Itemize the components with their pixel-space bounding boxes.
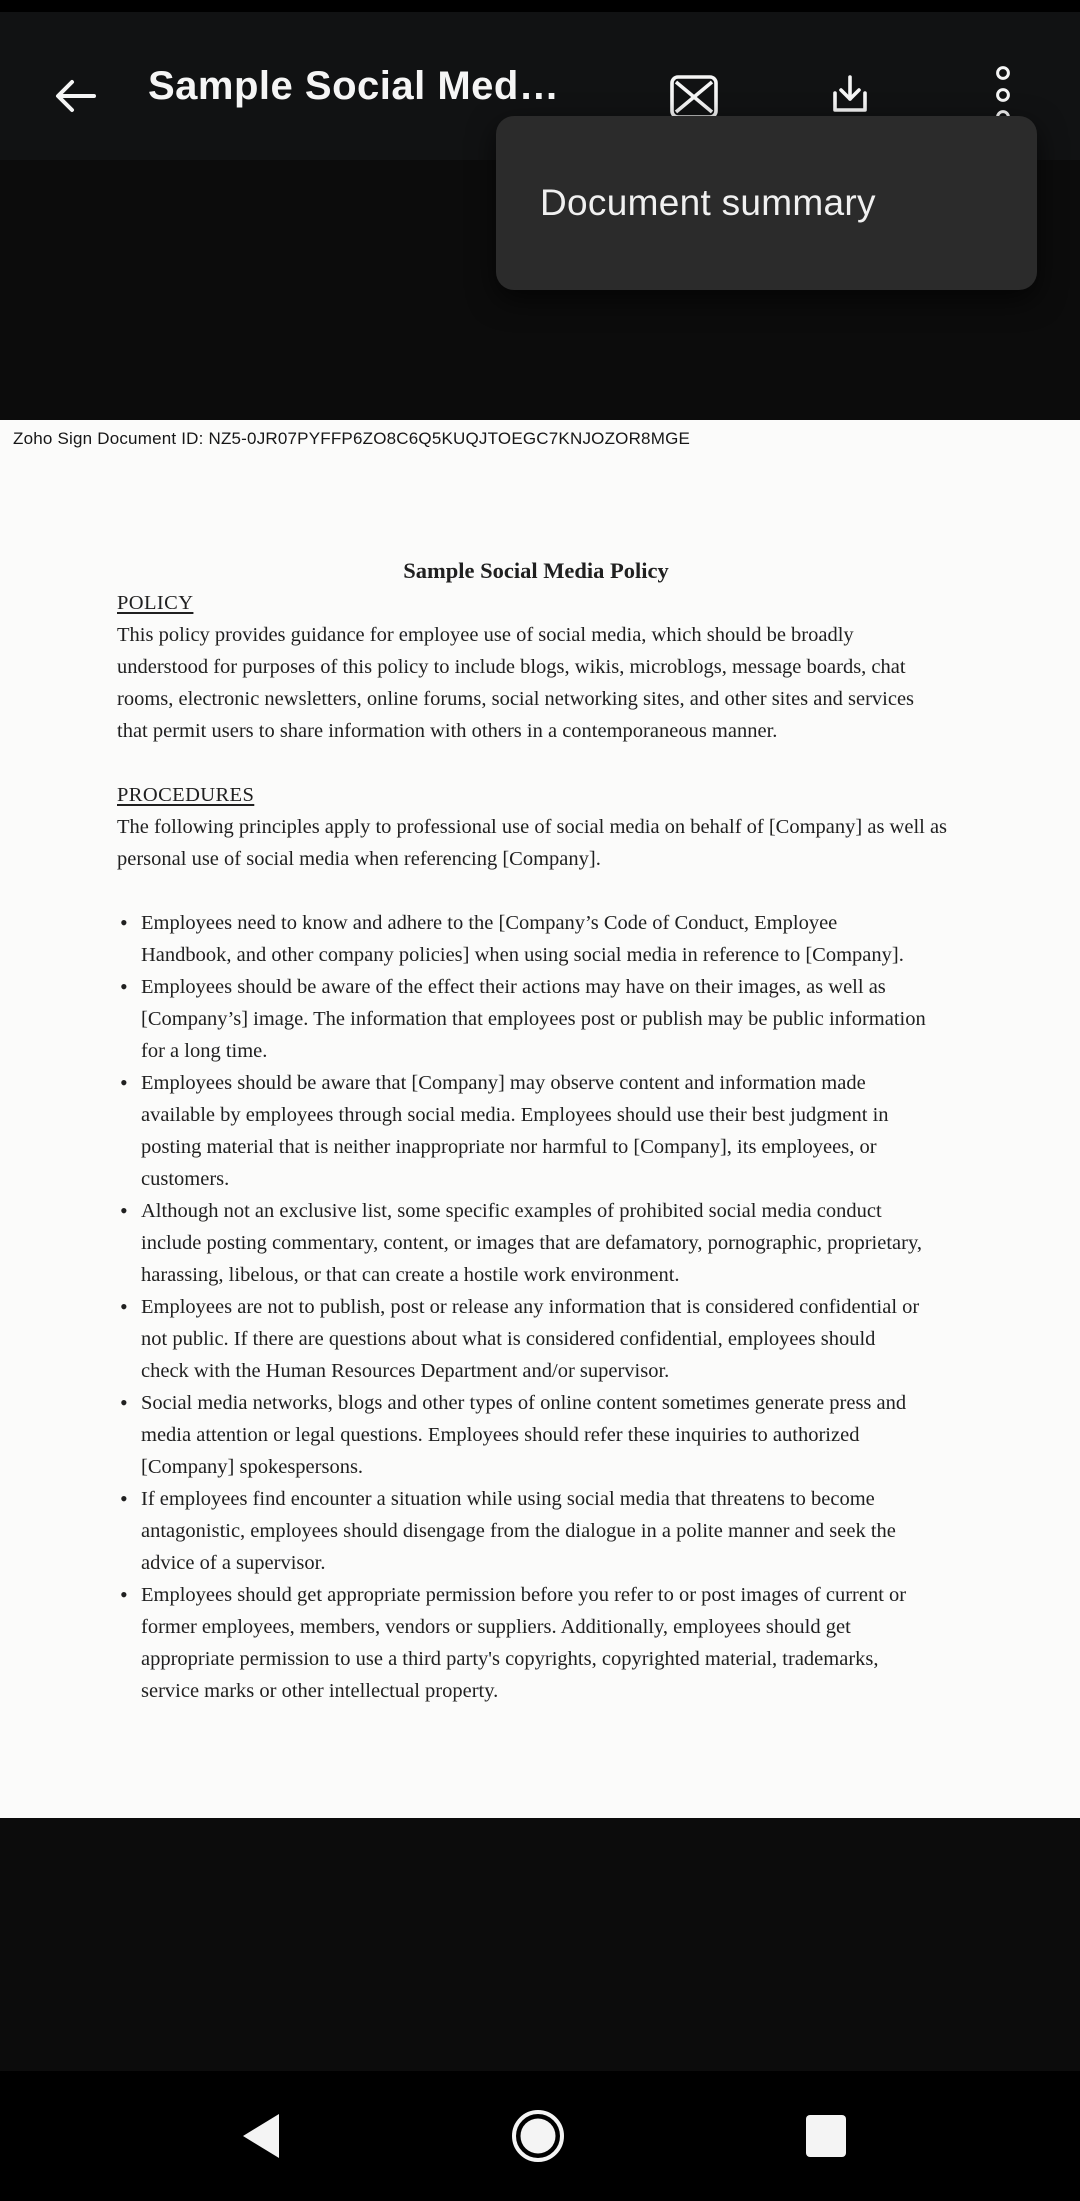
bullet-line: [Company] spokespersons. [141, 1456, 364, 1478]
bullet-item [117, 1483, 1020, 1579]
android-nav-bar [0, 2071, 1080, 2201]
download-button[interactable] [824, 70, 876, 122]
bullet-line: • Although not an exclusive list, some specific examples of prohibited social media conduct [141, 1195, 1020, 1227]
bullet-line: appropriate permission to use a third party's copyrights, copyrighted material, trademarks, [141, 1648, 879, 1670]
triangle-left-icon [240, 2111, 282, 2161]
bullet-line: check with the Human Resources Department and/or supervisor. [141, 1360, 670, 1382]
nav-recents-button[interactable] [786, 2071, 866, 2201]
document-heading: Sample Social Media Policy [403, 558, 669, 583]
section-heading-policy: POLICY [117, 592, 194, 614]
bullet-line: • Employees should be aware that [Company] may observe content and information made [141, 1067, 1020, 1099]
policy-line: rooms, electronic newsletters, online forums, social networking sites, and other sites and services [117, 688, 915, 710]
bullet-line: available by employees through social media. Employees should use their best judgment in [141, 1104, 889, 1126]
bullet-item [117, 907, 1020, 971]
bullet-line: not public. If there are questions about what is considered confidential, employees should [141, 1328, 876, 1350]
policy-line: This policy provides guidance for employee use of social media, which should be broadly [117, 624, 854, 646]
bullet-item [117, 1195, 1020, 1291]
bullet-item [117, 1291, 1020, 1387]
bullet-line: include posting commentary, content, or images that are defamatory, pornographic, proprietary, [141, 1232, 923, 1254]
circle-outline-icon [511, 2109, 565, 2163]
bullet-line: • Employees should get appropriate permission before you refer to or post images of current or [141, 1579, 1020, 1611]
bullet-line: antagonistic, employees should disengage from the dialogue in a polite manner and seek the [141, 1520, 896, 1542]
bullet-line: Handbook, and other company policies] when using social media in reference to [Company]. [141, 944, 904, 966]
policy-line: that permit users to share information with others in a contemporaneous manner. [117, 720, 778, 742]
bullet-line: • If employees find encounter a situation while using social media that threatens to become [141, 1483, 1020, 1515]
back-button[interactable] [50, 70, 102, 122]
bullet-line: former employees, members, vendors or suppliers. Additionally, employees should get [141, 1616, 851, 1638]
overflow-menu-popup [496, 116, 1037, 290]
document-body [0, 555, 1080, 1707]
bullet-line: advice of a supervisor. [141, 1552, 326, 1574]
nav-home-button[interactable] [498, 2071, 578, 2201]
status-bar [0, 0, 1080, 12]
bullet-line: posting material that is neither inappropriate nor harmful to [Company], its employees, or [141, 1136, 877, 1158]
bullet-line: media attention or legal questions. Employees should refer these inquiries to authorized [141, 1424, 860, 1446]
envelope-button[interactable] [668, 72, 720, 122]
zoho-sign-document-id: Zoho Sign Document ID: NZ5-0JR07PYFFP6ZO8C6Q5KUQJTOEGC7KNJOZOR8MGE [13, 429, 691, 448]
bullet-item [117, 1579, 1020, 1707]
bullet-item [117, 1387, 1020, 1483]
bullet-line: • Employees should be aware of the effect their actions may have on their images, as well as [141, 971, 1020, 1003]
bullet-line: • Employees are not to publish, post or release any information that is considered confidential or [141, 1291, 1020, 1323]
section-heading-procedures: PROCEDURES [117, 784, 255, 806]
bullet-line: service marks or other intellectual property. [141, 1680, 499, 1702]
bullet-line: [Company’s] image. The information that employees post or publish may be public information [141, 1008, 926, 1030]
bullet-item [117, 971, 1020, 1067]
arrow-left-icon [52, 72, 100, 120]
bullet-line: • Employees need to know and adhere to the [Company’s Code of Conduct, Employee [141, 907, 1020, 939]
bullet-item [117, 1067, 1020, 1195]
document-page[interactable] [0, 420, 1080, 1818]
document-title-bar: Sample Social Med… [148, 63, 560, 108]
nav-back-button[interactable] [221, 2071, 301, 2201]
procedures-line: The following principles apply to professional use of social media on behalf of [Company] as well as [117, 816, 948, 838]
procedures-line: personal use of social media when referencing [Company]. [117, 848, 601, 870]
envelope-icon [669, 74, 719, 120]
menu-item-document-summary[interactable]: Document summary [540, 182, 876, 223]
viewer-backdrop-bottom [0, 1818, 1080, 2071]
policy-line: understood for purposes of this policy to include blogs, wikis, microblogs, message boards, chat [117, 656, 906, 678]
download-tray-icon [825, 71, 875, 121]
bullet-line: for a long time. [141, 1040, 268, 1062]
bullet-line: • Social media networks, blogs and other types of online content sometimes generate press and [141, 1387, 1020, 1419]
square-icon [806, 2115, 846, 2157]
bullet-line: harassing, libelous, or that can create a hostile work environment. [141, 1264, 680, 1286]
bullet-line: customers. [141, 1168, 230, 1190]
